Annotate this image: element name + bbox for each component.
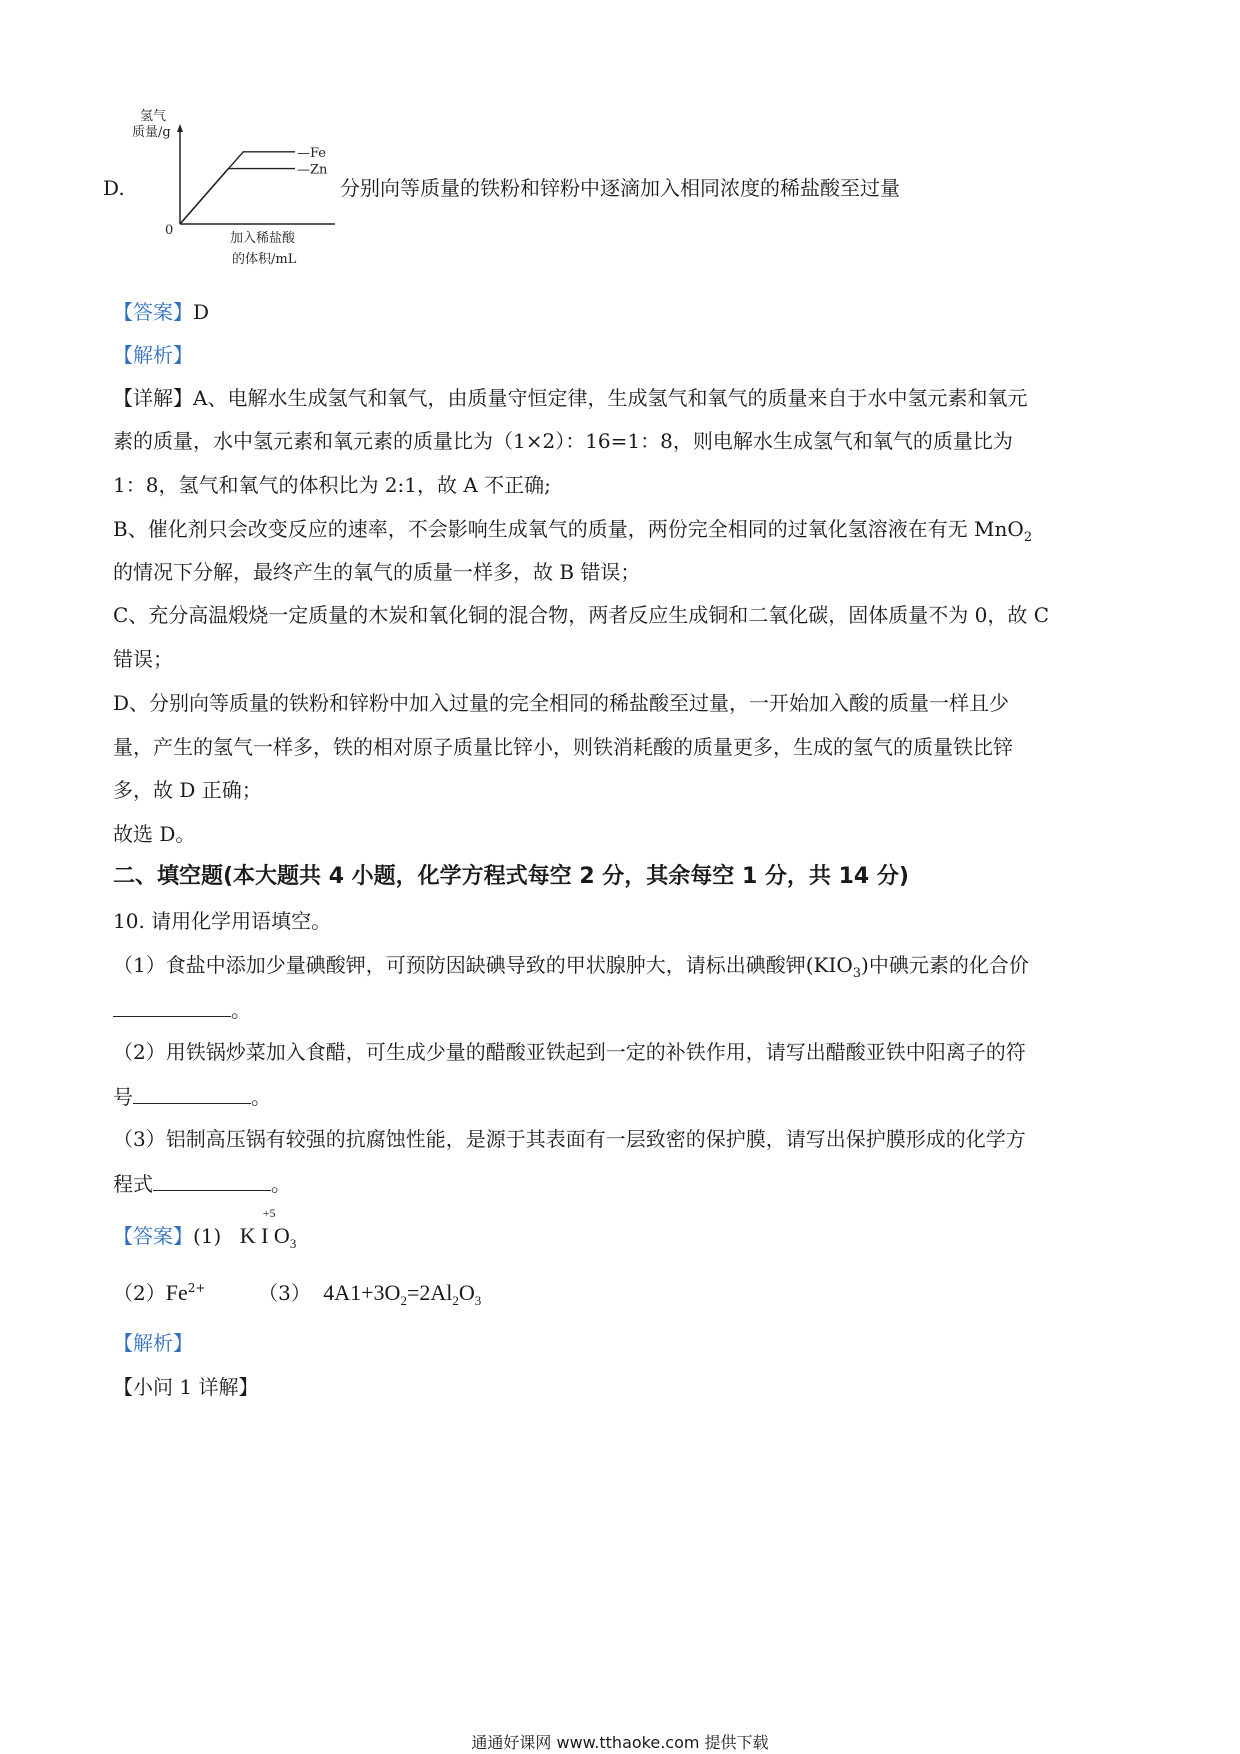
q10-part3: （3）铝制高压锅有较强的抗腐蚀性能，是源于其表面有一层致密的保护膜，请写出保护膜形成的化学方 (113, 1127, 1026, 1151)
answer-2-label-1: (1) (193, 1224, 222, 1248)
q10-part1-blank-line (113, 998, 251, 1020)
detail-line-8: D、分别向等质量的铁粉和锌粉中加入过量的完全相同的稀盐酸至过量，一开始加入酸的质量一样且少 (113, 691, 1010, 715)
chart-ylabel-line1: 氢气 (140, 109, 167, 124)
q10-part2-end: 。 (251, 1085, 271, 1109)
detail-text-1: A、电解水生成氢气和氧气，由质量守恒定律，生成氢气和氧气的质量来自于水中氢元素和氧元 (193, 386, 1028, 410)
answer-blank-3[interactable] (153, 1172, 271, 1191)
chart-origin-label: 0 (165, 223, 174, 238)
eq-part-3: O (458, 1280, 475, 1305)
detail-text-4: B、催化剂只会改变反应的速率，不会影响生成氧气的质量，两份完全相同的过氧化氢溶液在有无 MnO (113, 517, 1024, 541)
detail-line-5: 的情况下分解，最终产生的氧气的质量一样多，故 B 错误； (113, 560, 641, 584)
detail-line-4 (113, 519, 1032, 544)
detail-line-3: 1：8，氢气和氧气的体积比为 2:1，故 A 不正确; (113, 473, 551, 497)
eq-part-2: =2Al (406, 1280, 453, 1305)
detail-tag: 【详解】 (113, 386, 193, 410)
iodine-charge: +5 (262, 1206, 276, 1220)
detail-line-1 (113, 388, 1027, 408)
eq-part-1: 4A1+3O (323, 1280, 401, 1305)
al-equation (323, 1280, 482, 1308)
hydrogen-mass-chart (132, 109, 340, 272)
kio3-subscript: 3 (852, 966, 862, 981)
kio3-text: K I O (239, 1223, 290, 1248)
chart-y-arrow (177, 124, 183, 132)
q10-part1-text: （1）食盐中添加少量碘酸钾，可预防因缺碘导致的甲状腺肿大，请标出碘酸钾(KIO (113, 953, 853, 977)
detail-line-7: 错误； (113, 647, 173, 671)
fe-ion: Fe (165, 1280, 188, 1305)
q10-part1-end: 。 (231, 998, 251, 1022)
answer-2-label-3: （3） (258, 1281, 311, 1305)
q10-part2-text-b: 号 (113, 1085, 133, 1109)
answer-blank-1[interactable] (113, 998, 231, 1017)
q10-part3-text-b: 程式 (113, 1172, 153, 1196)
eq-sub-1: 2 (400, 1293, 407, 1308)
q10-part3-end: 。 (271, 1172, 291, 1196)
analysis-tag-2: 【解析】 (113, 1331, 193, 1355)
answer-tag-2: 【答案】 (113, 1224, 193, 1248)
chart-series-label-zn: —Zn (297, 162, 328, 178)
mno2-subscript: 2 (1023, 530, 1033, 545)
answer-1 (113, 302, 209, 322)
answer-2 (113, 1206, 297, 1251)
page-footer: 通通好课网 www.tthaoke.com 提供下载 (471, 1733, 769, 1752)
kio3-formula (239, 1206, 297, 1251)
option-d-text: 分别向等质量的铁粉和锌粉中逐滴加入相同浓度的稀盐酸至过量 (340, 176, 900, 200)
answer-value: D (193, 300, 210, 324)
subquestion-1-heading: 【小问 1 详解】 (113, 1375, 259, 1399)
option-d-label: D. (103, 176, 125, 200)
answer-2-line-2 (113, 1282, 481, 1307)
q10-part2: （2）用铁锅炒菜加入食醋，可生成少量的醋酸亚铁起到一定的补铁作用，请写出醋酸亚铁中阳离子的符 (113, 1040, 1026, 1064)
answer-tag: 【答案】 (113, 300, 193, 324)
detail-line-2: 素的质量，水中氢元素和氧元素的质量比为（1×2）：16=1：8，则电解水生成氢气和氧气的质量比为 (113, 429, 1013, 453)
chart-xlabel-line1: 加入稀盐酸 (230, 231, 296, 246)
q10-part2-blank-line (113, 1085, 271, 1107)
eq-sub-3: 3 (474, 1293, 482, 1308)
eq-sub-2: 2 (452, 1293, 459, 1308)
answer-2-label-2: （2） (113, 1281, 166, 1305)
detail-line-9: 量，产生的氢气一样多，铁的相对原子质量比锌小，则铁消耗酸的质量更多，生成的氢气的质量铁比锌 (113, 735, 1013, 759)
detail-line-10: 多，故 D 正确； (113, 778, 262, 802)
section-title: 二、填空题(本大题共 4 小题，化学方程式每空 2 分，其余每空 1 分，共 14 分) (113, 864, 909, 889)
chart-series-zn (180, 169, 295, 224)
kio3-answer-subscript: 3 (289, 1236, 297, 1251)
q10-stem: 10. 请用化学用语填空。 (113, 909, 332, 933)
answer-blank-2[interactable] (133, 1085, 251, 1104)
detail-line-11: 故选 D。 (113, 822, 196, 846)
chart-ylabel-line2: 质量/g (132, 125, 171, 140)
chart-series-label-fe: —Fe (297, 145, 327, 161)
analysis-tag-1: 【解析】 (113, 343, 193, 367)
chart-xlabel-line2: 的体积/mL (232, 252, 297, 267)
chart-series-fe (180, 152, 295, 224)
fe-charge: 2+ (187, 1281, 206, 1295)
detail-line-6: C、充分高温煅烧一定质量的木炭和氧化铜的混合物，两者反应生成铜和二氧化碳，固体质量不为 0，故 C (113, 603, 1050, 627)
q10-part1-text-b: )中碘元素的化合价 (861, 953, 1029, 977)
q10-part1 (113, 955, 1029, 980)
q10-part3-blank-line (113, 1172, 291, 1194)
